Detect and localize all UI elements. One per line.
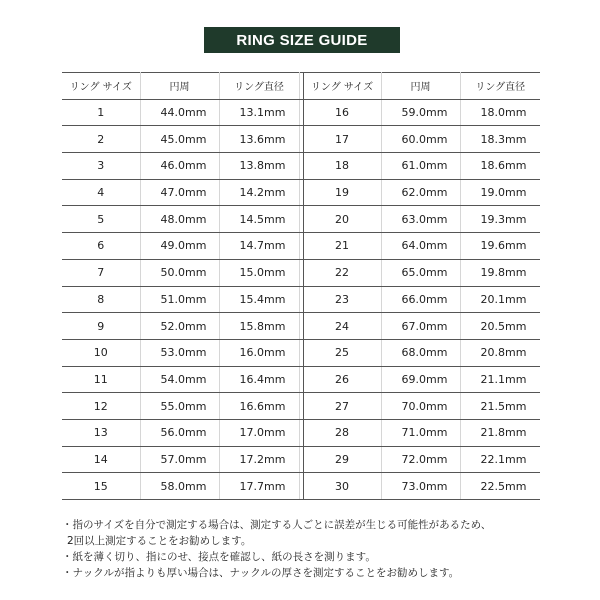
cell-ring-size: 30: [303, 473, 381, 500]
header-diameter-left: リング直径: [219, 73, 299, 100]
title-badge: RING SIZE GUIDE: [204, 27, 400, 53]
measurement-notes: [62, 517, 562, 581]
table-row: [62, 473, 540, 500]
cell-diameter: 22.5mm: [460, 473, 540, 500]
cell-circumference: 70.0mm: [381, 393, 460, 420]
cell-circumference: 63.0mm: [381, 206, 460, 233]
cell-diameter: 20.8mm: [460, 339, 540, 366]
cell-ring-size: 14: [62, 446, 140, 473]
table-row: [62, 206, 540, 233]
cell-ring-size: 9: [62, 313, 140, 340]
cell-circumference: 73.0mm: [381, 473, 460, 500]
note-line: ・ナックルが指よりも厚い場合は、ナックルの厚さを測定することをお勧めします。: [62, 567, 460, 579]
cell-ring-size: 23: [303, 286, 381, 313]
cell-diameter: 17.2mm: [219, 446, 299, 473]
cell-diameter: 19.8mm: [460, 259, 540, 286]
cell-ring-size: 29: [303, 446, 381, 473]
cell-circumference: 47.0mm: [140, 179, 219, 206]
cell-ring-size: 10: [62, 339, 140, 366]
cell-circumference: 65.0mm: [381, 259, 460, 286]
cell-ring-size: 27: [303, 393, 381, 420]
cell-diameter: 14.5mm: [219, 206, 299, 233]
cell-ring-size: 3: [62, 153, 140, 180]
cell-circumference: 57.0mm: [140, 446, 219, 473]
table-header-row: [62, 73, 540, 100]
cell-diameter: 16.4mm: [219, 366, 299, 393]
cell-circumference: 61.0mm: [381, 153, 460, 180]
table-row: [62, 179, 540, 206]
cell-diameter: 17.7mm: [219, 473, 299, 500]
cell-circumference: 71.0mm: [381, 419, 460, 446]
note-line: ・紙を薄く切り、指にのせ、接点を確認し、紙の長さを測ります。: [62, 551, 376, 563]
table-row: [62, 393, 540, 420]
cell-ring-size: 6: [62, 233, 140, 260]
header-circumference-left: 円周: [140, 73, 219, 100]
cell-circumference: 72.0mm: [381, 446, 460, 473]
cell-diameter: 16.6mm: [219, 393, 299, 420]
cell-diameter: 14.7mm: [219, 233, 299, 260]
cell-diameter: 18.6mm: [460, 153, 540, 180]
ring-size-table: [62, 72, 540, 500]
header-ring-size-right: リング サイズ: [303, 73, 381, 100]
cell-diameter: 20.1mm: [460, 286, 540, 313]
table-row: [62, 366, 540, 393]
cell-ring-size: 24: [303, 313, 381, 340]
cell-circumference: 56.0mm: [140, 419, 219, 446]
cell-diameter: 21.8mm: [460, 419, 540, 446]
table-row: [62, 339, 540, 366]
cell-ring-size: 26: [303, 366, 381, 393]
cell-diameter: 14.2mm: [219, 179, 299, 206]
cell-ring-size: 5: [62, 206, 140, 233]
cell-circumference: 46.0mm: [140, 153, 219, 180]
cell-ring-size: 15: [62, 473, 140, 500]
cell-circumference: 48.0mm: [140, 206, 219, 233]
note-line: ・指のサイズを自分で測定する場合は、測定する人ごとに誤差が生じる可能性があるため、: [62, 519, 492, 531]
table-body: [62, 99, 540, 499]
cell-ring-size: 19: [303, 179, 381, 206]
table-row: [62, 233, 540, 260]
table-row: [62, 126, 540, 153]
cell-circumference: 58.0mm: [140, 473, 219, 500]
cell-circumference: 49.0mm: [140, 233, 219, 260]
table-row: [62, 99, 540, 126]
cell-diameter: 19.0mm: [460, 179, 540, 206]
cell-diameter: 20.5mm: [460, 313, 540, 340]
cell-ring-size: 22: [303, 259, 381, 286]
cell-diameter: 19.3mm: [460, 206, 540, 233]
cell-ring-size: 25: [303, 339, 381, 366]
cell-ring-size: 4: [62, 179, 140, 206]
cell-diameter: 18.0mm: [460, 99, 540, 126]
cell-ring-size: 21: [303, 233, 381, 260]
cell-ring-size: 16: [303, 99, 381, 126]
cell-ring-size: 17: [303, 126, 381, 153]
cell-circumference: 60.0mm: [381, 126, 460, 153]
cell-ring-size: 8: [62, 286, 140, 313]
cell-diameter: 21.1mm: [460, 366, 540, 393]
cell-diameter: 22.1mm: [460, 446, 540, 473]
size-table-wrapper: [62, 72, 540, 500]
cell-circumference: 44.0mm: [140, 99, 219, 126]
cell-ring-size: 1: [62, 99, 140, 126]
header-diameter-right: リング直径: [460, 73, 540, 100]
cell-ring-size: 12: [62, 393, 140, 420]
cell-ring-size: 7: [62, 259, 140, 286]
cell-ring-size: 20: [303, 206, 381, 233]
cell-diameter: 15.8mm: [219, 313, 299, 340]
cell-circumference: 62.0mm: [381, 179, 460, 206]
cell-circumference: 68.0mm: [381, 339, 460, 366]
table-row: [62, 446, 540, 473]
cell-diameter: 15.0mm: [219, 259, 299, 286]
header-ring-size-left: リング サイズ: [62, 73, 140, 100]
cell-circumference: 64.0mm: [381, 233, 460, 260]
table-row: [62, 259, 540, 286]
cell-diameter: 21.5mm: [460, 393, 540, 420]
cell-circumference: 52.0mm: [140, 313, 219, 340]
table-row: [62, 313, 540, 340]
cell-diameter: 18.3mm: [460, 126, 540, 153]
cell-circumference: 51.0mm: [140, 286, 219, 313]
cell-circumference: 54.0mm: [140, 366, 219, 393]
cell-circumference: 66.0mm: [381, 286, 460, 313]
header-circumference-right: 円周: [381, 73, 460, 100]
table-row: [62, 153, 540, 180]
cell-diameter: 17.0mm: [219, 419, 299, 446]
cell-diameter: 13.8mm: [219, 153, 299, 180]
cell-diameter: 15.4mm: [219, 286, 299, 313]
cell-ring-size: 18: [303, 153, 381, 180]
cell-ring-size: 13: [62, 419, 140, 446]
cell-diameter: 13.1mm: [219, 99, 299, 126]
cell-circumference: 50.0mm: [140, 259, 219, 286]
note-line: 2回以上測定することをお勧めします。: [67, 535, 252, 547]
cell-circumference: 45.0mm: [140, 126, 219, 153]
table-row: [62, 286, 540, 313]
cell-circumference: 67.0mm: [381, 313, 460, 340]
cell-ring-size: 2: [62, 126, 140, 153]
cell-circumference: 53.0mm: [140, 339, 219, 366]
cell-diameter: 16.0mm: [219, 339, 299, 366]
cell-diameter: 19.6mm: [460, 233, 540, 260]
cell-ring-size: 11: [62, 366, 140, 393]
cell-circumference: 69.0mm: [381, 366, 460, 393]
cell-ring-size: 28: [303, 419, 381, 446]
cell-circumference: 59.0mm: [381, 99, 460, 126]
cell-circumference: 55.0mm: [140, 393, 219, 420]
cell-diameter: 13.6mm: [219, 126, 299, 153]
table-row: [62, 419, 540, 446]
